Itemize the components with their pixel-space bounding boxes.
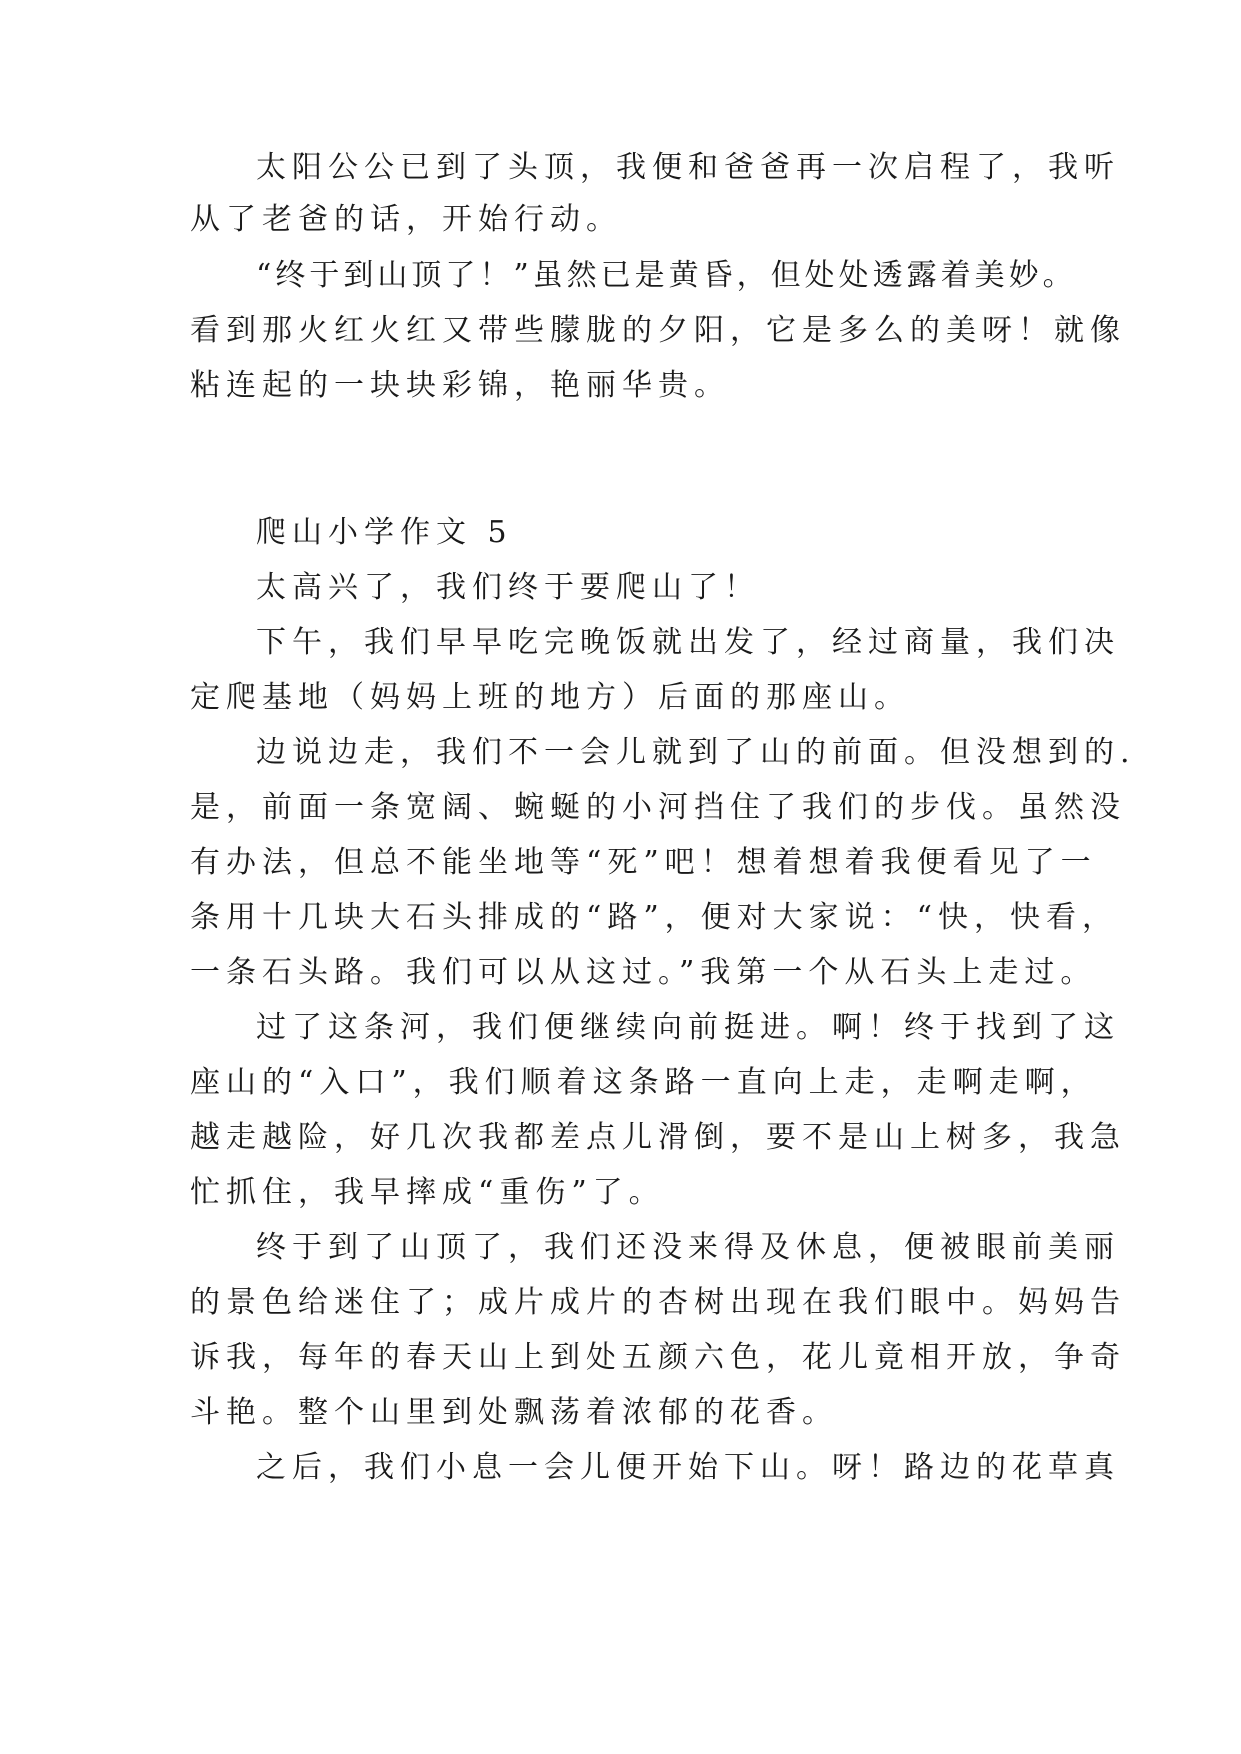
paragraph-line: 边说边走，我们不一会儿就到了山的前面。但没想到的. (256, 735, 1136, 770)
paragraph-line: 诉我，每年的春天山上到处五颜六色，花儿竟相开放，争奇 (190, 1340, 1126, 1375)
paragraph-line: 斗艳。整个山里到处飘荡着浓郁的花香。 (190, 1395, 838, 1430)
paragraph-line: 的景色给迷住了；成片成片的杏树出现在我们眼中。妈妈告 (190, 1285, 1126, 1320)
paragraph-line: “终于到山顶了！”虽然已是黄昏，但处处透露着美妙。 (256, 258, 1077, 293)
paragraph-line: 之后，我们小息一会儿便开始下山。呀！路边的花草真 (256, 1450, 1120, 1485)
paragraph-line: 终于到了山顶了，我们还没来得及休息，便被眼前美丽 (256, 1230, 1120, 1265)
paragraph-line: 有办法，但总不能坐地等“死”吧！想着想着我便看见了一 (190, 845, 1097, 880)
paragraph-line: 从了老爸的话，开始行动。 (190, 202, 622, 237)
paragraph-line: 太高兴了，我们终于要爬山了！ (256, 570, 760, 605)
section-title: 爬山小学作文 5 (256, 515, 513, 550)
paragraph-line: 看到那火红火红又带些朦胧的夕阳，它是多么的美呀！就像 (190, 313, 1126, 348)
paragraph-line: 越走越险，好几次我都差点儿滑倒，要不是山上树多，我急 (190, 1120, 1126, 1155)
paragraph-line: 过了这条河，我们便继续向前挺进。啊！终于找到了这 (256, 1010, 1120, 1045)
paragraph-line: 座山的“入口”，我们顺着这条路一直向上走，走啊走啊， (190, 1065, 1097, 1100)
paragraph-line: 下午，我们早早吃完晚饭就出发了，经过商量，我们决 (256, 625, 1120, 660)
paragraph-line: 忙抓住，我早摔成“重伤”了。 (190, 1175, 665, 1210)
paragraph-line: 一条石头路。我们可以从这过。”我第一个从石头上走过。 (190, 955, 1097, 990)
paragraph-line: 是，前面一条宽阔、蜿蜒的小河挡住了我们的步伐。虽然没 (190, 790, 1126, 825)
paragraph-line: 定爬基地（妈妈上班的地方）后面的那座山。 (190, 680, 910, 715)
paragraph-line: 粘连起的一块块彩锦，艳丽华贵。 (190, 368, 730, 403)
paragraph-line: 条用十几块大石头排成的“路”，便对大家说：“快，快看， (190, 900, 1119, 935)
paragraph-line: 太阳公公已到了头顶，我便和爸爸再一次启程了，我听 (256, 150, 1120, 185)
